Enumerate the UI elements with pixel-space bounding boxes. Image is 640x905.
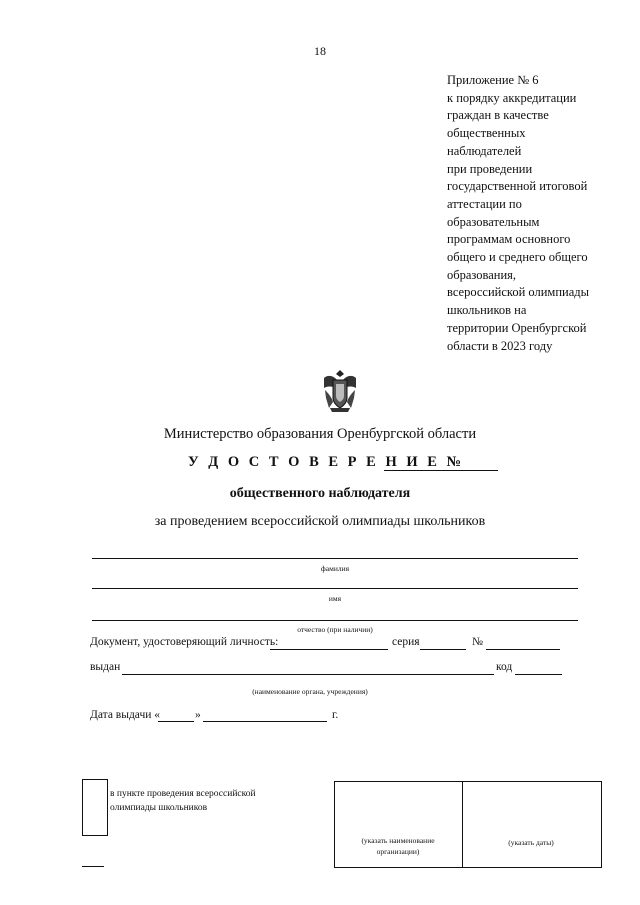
certificate-number-line[interactable] — [384, 470, 498, 471]
name-caption: имя — [328, 594, 342, 603]
patronymic-field-line[interactable] — [92, 620, 578, 621]
appendix-line: государственной итоговой — [447, 179, 588, 194]
footer-mark — [82, 866, 104, 867]
name-field-line[interactable] — [92, 588, 578, 589]
page-number: 18 — [314, 44, 326, 58]
venue-table-divider — [462, 781, 463, 867]
series-field[interactable] — [420, 649, 466, 650]
issuer-caption: (наименование органа, учреждения) — [252, 687, 368, 696]
appendix-line: к порядку аккредитации — [447, 90, 577, 105]
certificate-title: У Д О С Т О В Е Р Е Н И Е № — [188, 454, 465, 470]
appendix-line: образования, — [447, 267, 517, 282]
venue-text-line: олимпиады школьников — [110, 803, 208, 813]
venue-checkbox[interactable] — [82, 779, 108, 836]
appendix-line: аттестации по — [447, 196, 522, 211]
issued-by-field[interactable] — [122, 674, 494, 675]
appendix-line: общественных — [447, 126, 526, 141]
organization-cell-caption[interactable] — [336, 835, 460, 857]
organization-caption-line: (указать наименование — [361, 836, 435, 845]
issue-month-year-field[interactable] — [203, 721, 327, 722]
document-label: Документ, удостоверяющий личность: — [90, 636, 279, 648]
appendix-line: образовательным — [447, 214, 540, 229]
number-field[interactable] — [486, 649, 560, 650]
venue-text — [110, 787, 256, 815]
appendix-line: территории Оренбургской — [447, 320, 587, 335]
patronymic-caption: отчество (при наличии) — [297, 625, 373, 634]
surname-field-line[interactable] — [92, 558, 578, 559]
coat-of-arms-icon — [320, 368, 360, 414]
appendix-line: общего и среднего общего — [447, 250, 588, 265]
issue-date-suffix: г. — [332, 709, 339, 721]
issued-label: выдан — [90, 661, 121, 673]
appendix-line: области в 2023 году — [447, 338, 553, 353]
code-field[interactable] — [515, 674, 562, 675]
document-type-field[interactable] — [270, 649, 388, 650]
document-purpose: за проведением всероссийской олимпиады школьников — [154, 514, 486, 529]
issue-date-quote: » — [195, 709, 201, 721]
code-label: код — [496, 661, 513, 673]
document-subtitle: общественного наблюдателя — [229, 486, 411, 501]
organization-caption-line: организации) — [376, 847, 420, 856]
appendix-header — [447, 72, 627, 355]
dates-cell-caption[interactable]: (указать даты) — [508, 838, 554, 847]
appendix-line: программам основного — [447, 232, 571, 247]
appendix-line: школьников на — [447, 303, 527, 318]
series-label: серия — [392, 636, 420, 648]
ministry-name: Министерство образования Оренбургской области — [163, 426, 477, 442]
issue-day-field[interactable] — [158, 721, 194, 722]
appendix-line: наблюдателей — [447, 143, 522, 158]
appendix-line: всероссийской олимпиады — [447, 285, 590, 300]
surname-caption: фамилия — [320, 564, 350, 573]
appendix-line: Приложение № 6 — [447, 73, 539, 87]
issue-date-label: Дата выдачи « — [90, 709, 161, 721]
number-label: № — [472, 636, 483, 648]
venue-text-line: в пункте проведения всероссийской — [110, 789, 256, 799]
appendix-line: при проведении — [447, 161, 533, 176]
appendix-line: граждан в качестве — [447, 108, 549, 123]
